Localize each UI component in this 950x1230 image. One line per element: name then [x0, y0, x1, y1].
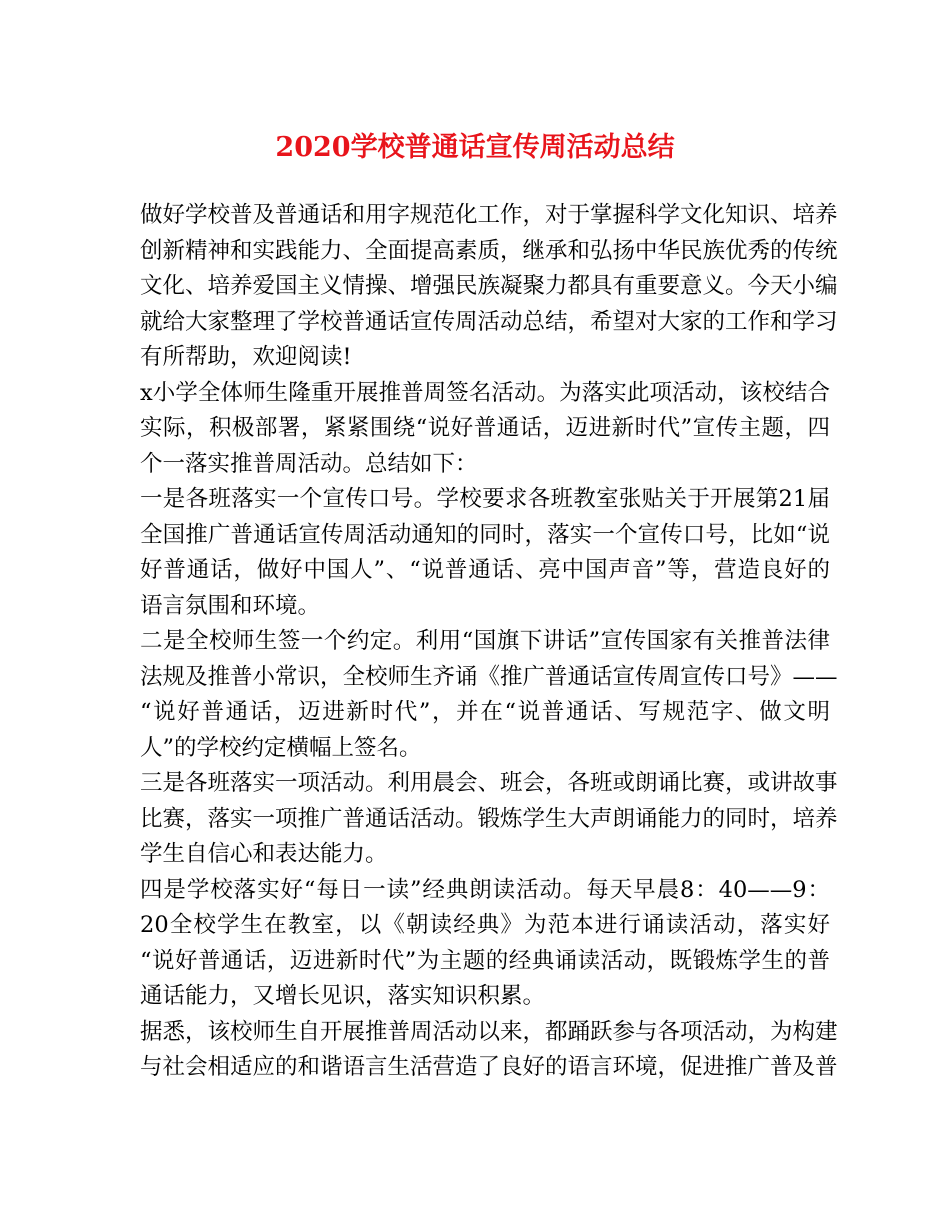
- document-title: 2020学校普通话宣传周活动总结: [275, 132, 675, 163]
- body-line: 创新精神和实践能力、全面提高素质，继承和弘扬中华民族优秀的传统: [140, 237, 838, 264]
- body-line: “说好普通话，迈进新时代”，并在“说普通话、写规范字、做文明: [140, 699, 830, 725]
- body-line: 比赛，落实一项推广普通话活动。锻炼学生大声朗诵能力的同时，培养: [140, 805, 838, 832]
- body-line: “说好普通话，迈进新时代”为主题的经典诵读活动，既锻炼学生的普: [140, 947, 830, 974]
- document-body: [140, 198, 838, 1086]
- body-line: 据悉，该校师生自开展推普周活动以来，都踊跃参与各项活动，为构建: [140, 1018, 838, 1045]
- body-line: 做好学校普及普通话和用字规范化工作，对于掌握科学文化知识、培养: [140, 202, 838, 228]
- body-line: 学生自信心和表达能力。: [140, 841, 388, 867]
- body-line: 个一落实推普周活动。总结如下：: [140, 450, 478, 477]
- body-line: 二是全校师生签一个约定。利用“国旗下讲话”宣传国家有关推普法律: [140, 628, 830, 654]
- body-line: 实际，积极部署，紧紧围绕“说好普通话，迈进新时代”宣传主题，四: [140, 415, 830, 441]
- body-line: 20全校学生在教室，以《朝读经典》为范本进行诵读活动，落实好: [140, 912, 830, 938]
- body-line: 三是各班落实一项活动。利用晨会、班会，各班或朗诵比赛，或讲故事: [140, 770, 838, 796]
- body-line: 人”的学校约定横幅上签名。: [140, 734, 422, 761]
- body-line: 就给大家整理了学校普通话宣传周活动总结，希望对大家的工作和学习: [140, 308, 838, 335]
- body-line: 四是学校落实好“每日一读”经典朗读活动。每天早晨8：40——9：: [140, 876, 830, 903]
- body-line: x小学全体师生隆重开展推普周签名活动。为落实此项活动，该校结合: [140, 379, 830, 406]
- body-line: 通话能力，又增长见识，落实知识积累。: [140, 983, 546, 1009]
- body-line: 与社会相适应的和谐语言生活营造了良好的语言环境，促进推广普及普: [140, 1054, 838, 1080]
- body-line: 有所帮助，欢迎阅读!: [140, 344, 352, 370]
- body-line: 语言氛围和环境。: [140, 592, 321, 619]
- body-line: 全国推广普通话宣传周活动通知的同时，落实一个宣传口号，比如“说: [140, 521, 830, 548]
- body-line: 好普通话，做好中国人”、“说普通话、亮中国声音”等，营造良好的: [140, 557, 830, 583]
- body-line: 法规及推普小常识，全校师生齐诵《推广普通话宣传周宣传口号》——: [140, 663, 838, 690]
- body-line: 文化、培养爱国主义情操、增强民族凝聚力都具有重要意义。今天小编: [140, 273, 838, 299]
- body-line: 一是各班落实一个宣传口号。学校要求各班教室张贴关于开展第21届: [140, 486, 830, 512]
